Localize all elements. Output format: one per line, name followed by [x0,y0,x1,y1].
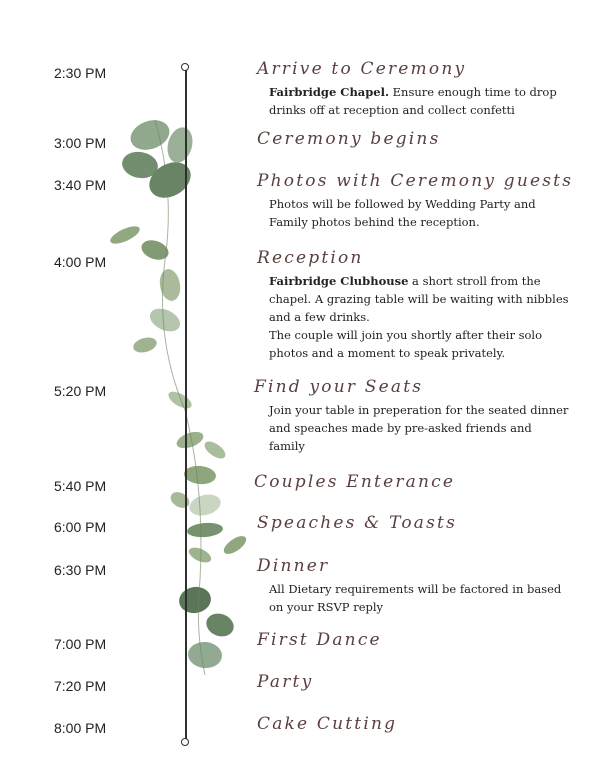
timeline-line [185,68,187,742]
event-title: Arrive to Ceremony [257,59,467,79]
event-time: 7:20 PM [54,678,107,694]
event-description: Fairbridge Clubhouse a short stroll from the chapel. A grazing table will be waiting with nibbles and a few drinks. The couple will join you shortly after their solo photos and a moment to speak privately. [269,274,569,360]
event-time: 6:30 PM [54,562,107,578]
event-description: Join your table in preperation for the seated dinner and speaches made by pre-asked friends and family [269,403,569,453]
event-time: 7:00 PM [54,636,107,652]
event-title: Cake Cutting [257,714,398,734]
event-description: Photos will be followed by Wedding Party and Family photos behind the reception. [269,197,536,229]
event-time: 6:00 PM [54,519,107,535]
event-title: Find your Seats [254,377,424,397]
event-title: Speaches & Toasts [257,513,457,533]
event-time: 4:00 PM [54,254,107,270]
event-title: Photos with Ceremony guests [257,171,574,191]
event-time: 3:00 PM [54,135,107,151]
event-title: First Dance [257,630,382,650]
event-title: Reception [257,248,364,268]
event-title: Couples Enterance [254,472,456,492]
timeline-end-dot [181,738,189,746]
event-description: All Dietary requirements will be factored in based on your RSVP reply [269,582,562,614]
event-title: Dinner [257,556,330,576]
event-description: Fairbridge Chapel. Ensure enough time to drop drinks off at reception and collect confetti [269,85,557,117]
event-title: Party [257,672,314,692]
event-time: 3:40 PM [54,177,107,193]
timeline-start-dot [181,63,189,71]
event-title: Ceremony begins [257,129,441,149]
event-time: 8:00 PM [54,720,107,736]
event-time: 2:30 PM [54,65,107,81]
event-time: 5:40 PM [54,478,107,494]
event-time: 5:20 PM [54,383,107,399]
